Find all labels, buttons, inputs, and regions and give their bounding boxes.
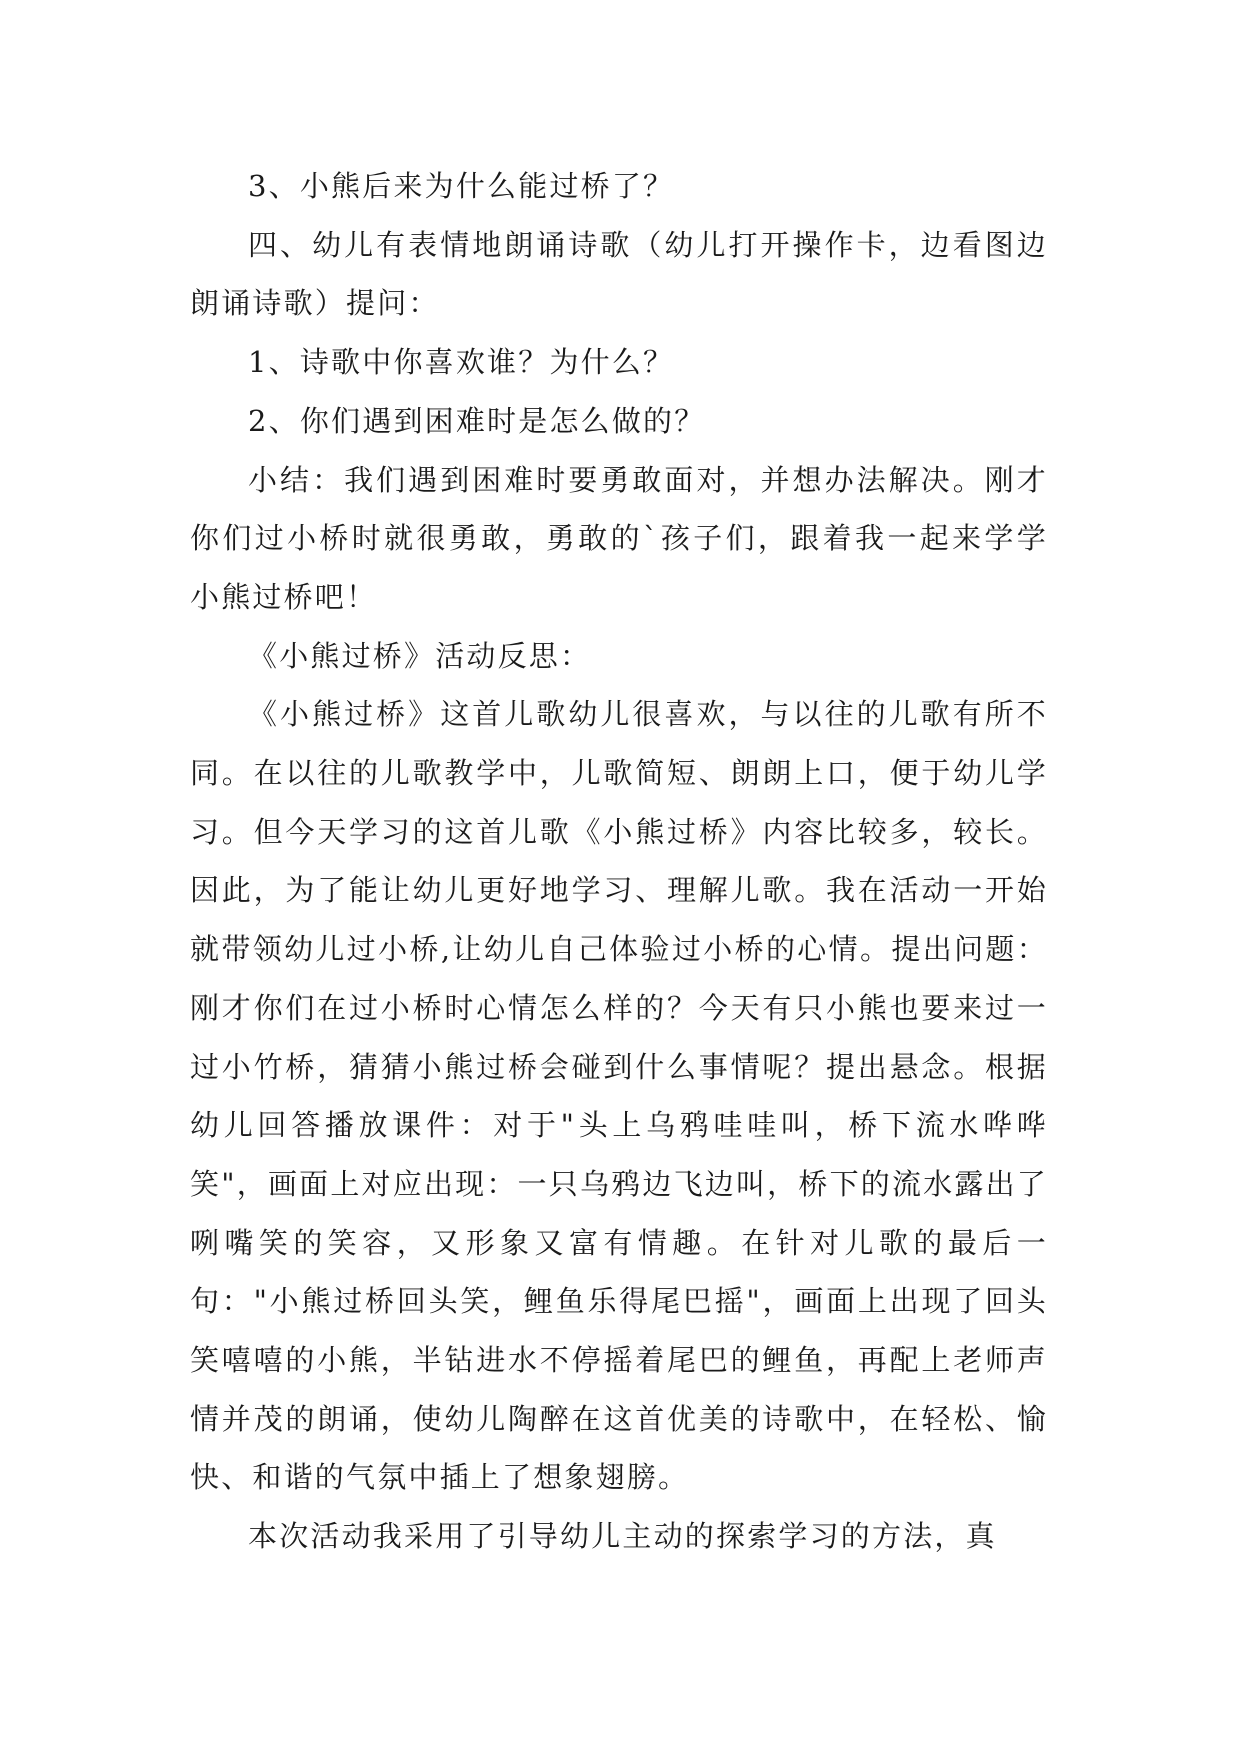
- paragraph-question-2: 2、你们遇到困难时是怎么做的？: [248, 403, 706, 438]
- paragraph-summary: 小结：我们遇到困难时要勇敢面对，并想办法解决。刚才你们过小桥时就很勇敢，勇敢的`孩子们，跟着我一起来学学小熊过桥吧！: [190, 462, 1048, 614]
- document-body: [190, 157, 1048, 1566]
- paragraph-question-3: 3、小熊后来为什么能过桥了？: [248, 169, 675, 203]
- paragraph-reflection-heading: 《小熊过桥》活动反思：: [248, 638, 592, 673]
- paragraph-activity-method: 本次活动我采用了引导幼儿主动的探索学习的方法，真: [248, 1519, 997, 1554]
- paragraph-reflection-body: 《小熊过桥》这首儿歌幼儿很喜欢，与以往的儿歌有所不同。在以往的儿歌教学中，儿歌简短、朗朗上口，便于幼儿学习。但今天学习的这首儿歌《小熊过桥》内容比较多，较长。因此，为了能让幼儿更好地学习、理解儿歌。我在活动一开始就带领幼儿过小桥,让幼儿自己体验过小桥的心情。提出问题：刚才你们在过小桥时心情怎么样的？今天有只小熊也要来过一过小竹桥，猜猜小熊过桥会碰到什么事情呢？提出悬念。根据幼儿回答播放课件：对于"头上乌鸦哇哇叫，桥下流水哗哗笑"，画面上对应出现：一只乌鸦边飞边叫，桥下的流水露出了咧嘴笑的笑容，又形象又富有情趣。在针对儿歌的最后一句："小熊过桥回头笑，鲤鱼乐得尾巴摇"，画面上出现了回头笑嘻嘻的小熊，半钻进水不停摇着尾巴的鲤鱼，再配上老师声情并茂的朗诵，使幼儿陶醉在这首优美的诗歌中，在轻松、愉快、和谐的气氛中插上了想象翅膀。: [190, 697, 1048, 1495]
- paragraph-section-four: 四、幼儿有表情地朗诵诗歌（幼儿打开操作卡，边看图边朗诵诗歌）提问：: [190, 227, 1048, 321]
- paragraph-question-1: 1、诗歌中你喜欢谁？为什么？: [248, 345, 675, 380]
